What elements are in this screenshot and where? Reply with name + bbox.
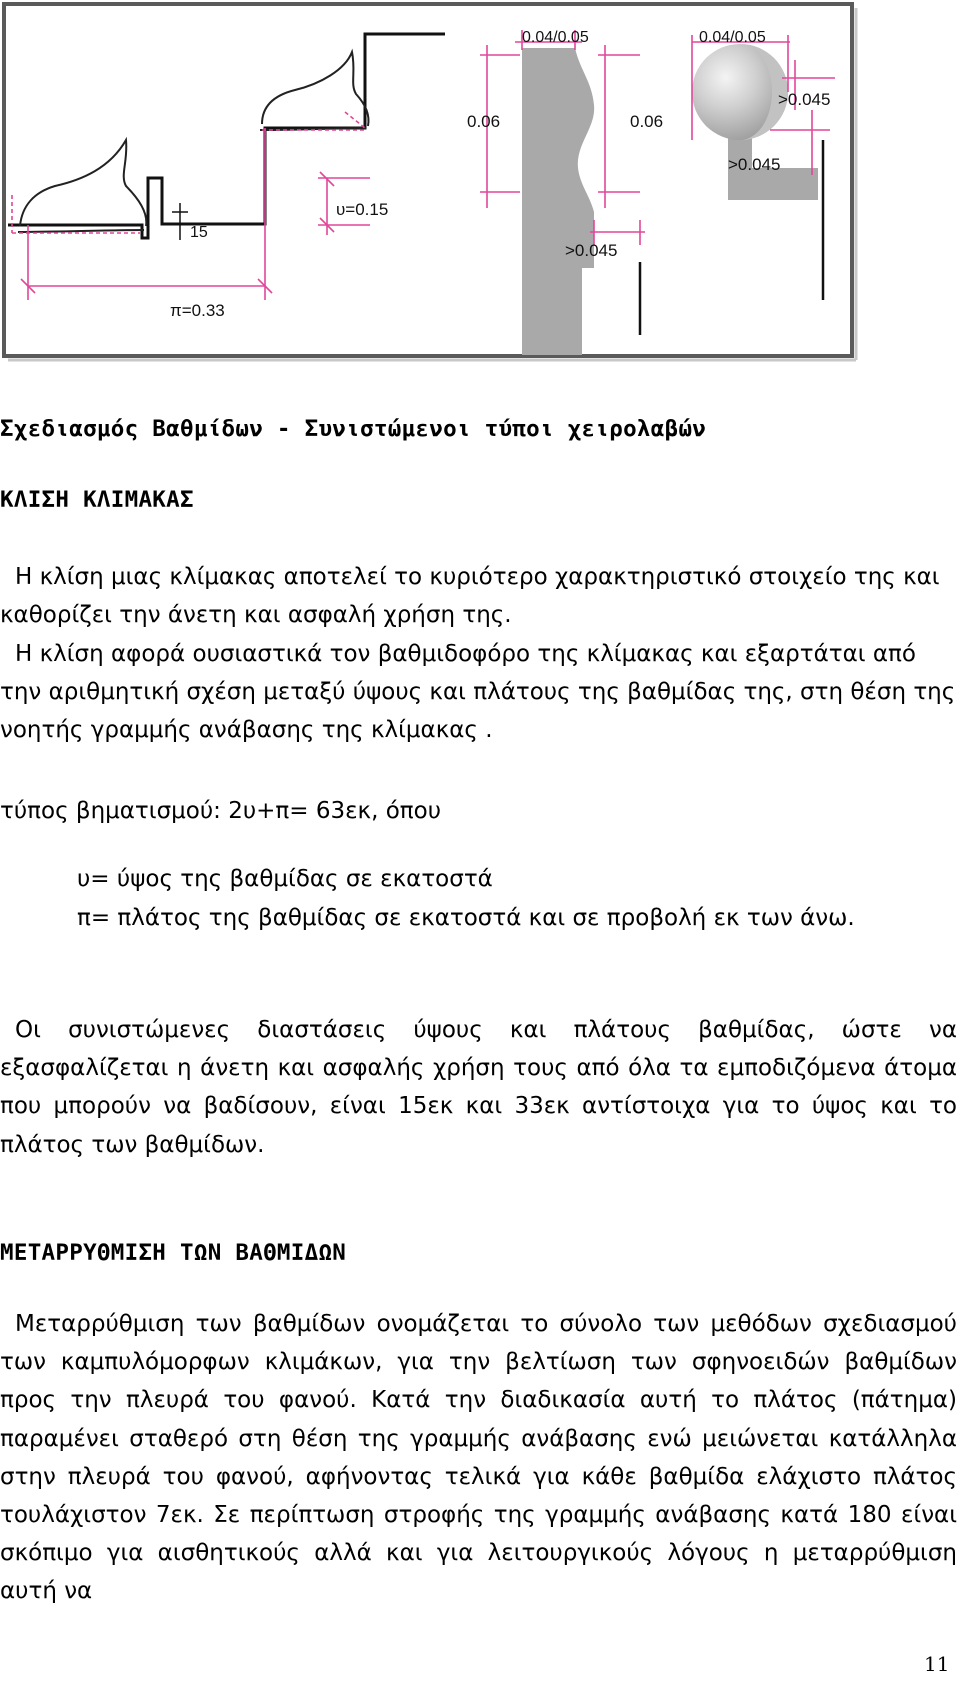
section-heading-metarrythmisi: ΜΕΤΑΡΡΥΘΜΙΣΗ ΤΩΝ ΒΑΘΜΙΔΩΝ	[0, 1240, 347, 1266]
formula-line: τύπος βηματισμού: 2υ+π= 63εκ, όπου	[0, 798, 442, 824]
clearance-label-c: >0.045	[565, 241, 618, 260]
handrail-top-right-label: 0.04/0.05	[699, 29, 766, 46]
paragraph-klisi-intro: Η κλίση μιας κλίμακας αποτελεί το κυριότερο χαρακτηριστικό στοιχείο της και καθορίζει την άνετη και ασφαλή χρήση της.	[0, 564, 940, 629]
section-heading-klisi: ΚΛΙΣΗ ΚΛΙΜΑΚΑΣ	[0, 487, 194, 513]
clearance-label-b: >0.045	[728, 155, 781, 174]
definition-u: υ= ύψος της βαθμίδας σε εκατοστά	[77, 866, 493, 892]
angle-label: 15	[190, 224, 208, 241]
paragraph-metarrythmisi: Μεταρρύθμιση των βαθμίδων ονομάζεται το σύνολο των μεθόδων σχεδιασμού των καμπυλόμορφων κλιμάκων, για την βελτίωση των σφηνοειδών βαθμίδων προς την πλευρά του φανού. Κατά την διαδικασία αυτή το πλάτος (πάτημα) παραμένει σταθερό στη θέση της γραμμής ανάβασης ενώ μειώνεται κατάλληλα στην πλευρά του φανού, αφήνοντας τελικά για κάθε βαθμίδα ελάχιστο πλάτος τουλάχιστον 7εκ. Σε περίπτωση στροφής της γραμμής ανάβασης κατά 180 είναι σκόπιμο για αισθητικούς αλλά και για λειτουργικούς λόγους η μεταρρύθμιση αυτή να	[0, 1311, 957, 1605]
height-label-left: 0.06	[467, 112, 501, 131]
page-title: Σχεδιασμός Βαθμίδων - Συνιστώμενοι τύποι χειρολαβών	[0, 416, 707, 442]
tread-label: π=0.33	[170, 301, 225, 320]
height-label-mid: 0.06	[630, 112, 664, 131]
handrail-top-left-label: 0.04/0.05	[522, 29, 589, 46]
paragraph-recommended-dimensions: Οι συνιστώμενες διαστάσεις ύψους και πλάτους βαθμίδας, ώστε να εξασφαλίζεται η άνετη και ασφαλής χρήση τους από όλα τα εμποδιζόμενα άτομα που μπορούν να βαδίσουν, είναι 15εκ και 33εκ αντίστοιχα για το ύψος και το πλάτος των βαθμίδων.	[0, 1017, 957, 1158]
clearance-label-a: >0.045	[778, 90, 831, 109]
riser-label: υ=0.15	[336, 200, 389, 219]
page-number: 11	[924, 1652, 950, 1676]
definition-p: π= πλάτος της βαθμίδας σε εκατοστά και σε προβολή εκ των άνω.	[77, 905, 855, 931]
paragraph-klisi-detail: Η κλίση αφορά ουσιαστικά τον βαθμιδοφόρο της κλίμακας και εξαρτάται από την αριθμητική σχέση μεταξύ ύψους και πλάτους της βαθμίδας της, στη θέση της νοητής γραμμής ανάβασης της κλίμακας .	[0, 641, 956, 744]
stair-handrail-diagram	[0, 0, 860, 365]
